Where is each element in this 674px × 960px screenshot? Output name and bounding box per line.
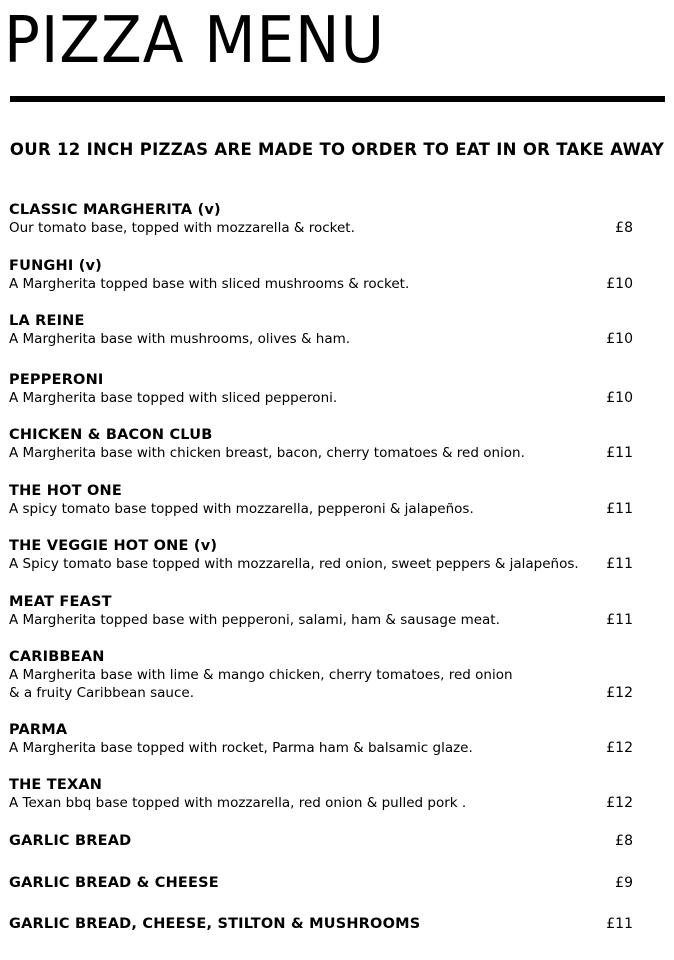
item-description: A Spicy tomato base topped with mozzarella, red onion, sweet peppers & jalapeños. — [9, 556, 579, 572]
menu-item-caribbean — [9, 649, 639, 702]
item-description: A Margherita topped base with sliced mushrooms & rocket. — [9, 276, 410, 292]
menu-item-the-veggie-hot-one — [9, 538, 639, 573]
item-price: £12 — [606, 795, 633, 811]
menu-subtitle: OUR 12 INCH PIZZAS ARE MADE TO ORDER TO EAT IN OR TAKE AWAY — [9, 140, 665, 159]
item-description: A Margherita topped base with pepperoni, salami, ham & sausage meat. — [9, 612, 500, 628]
item-name: GARLIC BREAD & CHEESE — [9, 875, 219, 891]
menu-item-garlic-bread — [9, 833, 639, 850]
item-price: £10 — [606, 276, 633, 292]
item-description: Our tomato base, topped with mozzarella & rocket. — [9, 220, 355, 236]
menu-item-classic-margherita — [9, 202, 639, 237]
menu-item-the-texan — [9, 777, 639, 812]
menu-item-la-reine — [9, 313, 639, 348]
item-price: £11 — [606, 501, 633, 517]
menu-item-the-hot-one — [9, 483, 639, 518]
item-price: £10 — [606, 390, 633, 406]
item-name: PEPPERONI — [9, 372, 104, 388]
menu-item-garlic-bread-cheese-stilton-mushrooms — [9, 916, 639, 933]
item-name: CARIBBEAN — [9, 649, 105, 665]
menu-item-chicken-bacon-club — [9, 427, 639, 462]
item-description: A Margherita base topped with rocket, Parma ham & balsamic glaze. — [9, 740, 473, 756]
item-description: A spicy tomato base topped with mozzarella, pepperoni & jalapeños. — [9, 501, 474, 517]
item-description: A Margherita base with mushrooms, olives & ham. — [9, 331, 351, 347]
item-name: FUNGHI (v) — [9, 258, 103, 274]
menu-item-funghi — [9, 258, 639, 293]
item-description: A Margherita base with chicken breast, bacon, cherry tomatoes & red onion. — [9, 445, 525, 461]
item-name: THE TEXAN — [9, 777, 103, 793]
item-price: £8 — [615, 220, 633, 236]
menu-item-meat-feast — [9, 594, 639, 629]
item-price: £11 — [606, 445, 633, 461]
item-price: £9 — [615, 875, 633, 891]
item-description: A Margherita base topped with sliced pepperoni. — [9, 390, 338, 406]
item-name: CHICKEN & BACON CLUB — [9, 427, 213, 443]
item-name: THE VEGGIE HOT ONE (v) — [9, 538, 218, 554]
item-description: A Margherita base with lime & mango chicken, cherry tomatoes, red onion & a fruity Caribbean sauce. — [9, 667, 513, 701]
title-divider — [10, 96, 665, 102]
item-price: £10 — [606, 331, 633, 347]
item-name: GARLIC BREAD — [9, 833, 132, 849]
item-price: £11 — [606, 612, 633, 628]
item-name: CLASSIC MARGHERITA (v) — [9, 202, 221, 218]
item-price: £12 — [606, 740, 633, 756]
item-price: £8 — [615, 833, 633, 849]
item-price: £11 — [606, 556, 633, 572]
menu-item-garlic-bread-cheese — [9, 875, 639, 892]
item-name: GARLIC BREAD, CHEESE, STILTON & MUSHROOMS — [9, 916, 421, 932]
item-name: MEAT FEAST — [9, 594, 112, 610]
menu-item-pepperoni — [9, 372, 639, 407]
menu-item-parma — [9, 722, 639, 757]
page-title: PIZZA MENU — [4, 4, 385, 78]
item-name: LA REINE — [9, 313, 85, 329]
item-description: A Texan bbq base topped with mozzarella, red onion & pulled pork . — [9, 795, 467, 811]
item-price: £12 — [606, 685, 633, 701]
item-name: PARMA — [9, 722, 68, 738]
item-name: THE HOT ONE — [9, 483, 122, 499]
item-price: £11 — [606, 916, 633, 932]
